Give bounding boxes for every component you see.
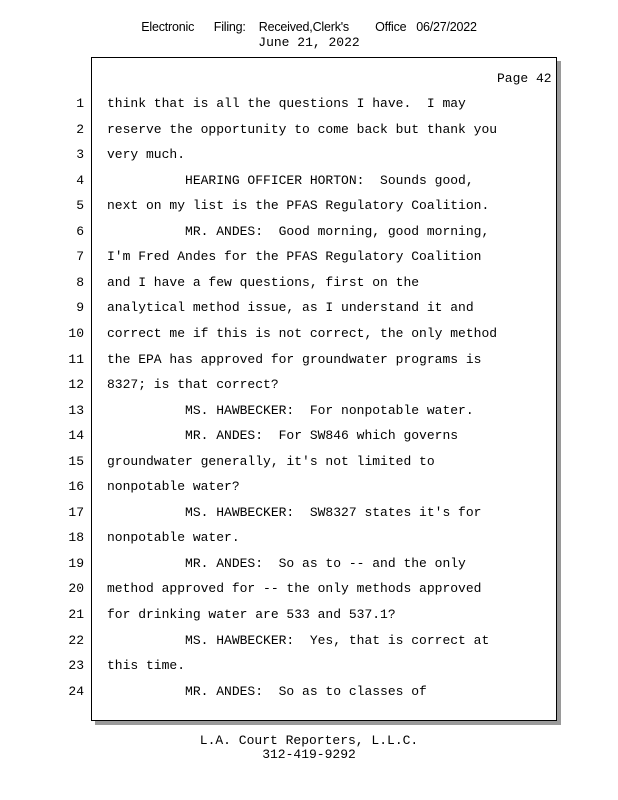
line-number: 21 — [68, 607, 84, 622]
transcript-line: nonpotable water. — [107, 530, 240, 545]
line-number: 13 — [68, 403, 84, 418]
page-number: Page 42 — [497, 71, 552, 86]
line-number: 14 — [68, 428, 84, 443]
line-number: 15 — [68, 454, 84, 469]
line-number: 17 — [68, 505, 84, 520]
line-number: 20 — [68, 581, 84, 596]
transcript-line: method approved for -- the only methods approved — [107, 581, 482, 596]
filing-stamp: Electronic Filing: Received,Clerk's Office 06/27/2022 — [141, 20, 477, 34]
line-number: 18 — [68, 530, 84, 545]
line-number: 19 — [68, 556, 84, 571]
transcript-line: next on my list is the PFAS Regulatory Coalition. — [107, 198, 490, 213]
transcript-line: MS. HAWBECKER: Yes, that is correct at — [107, 633, 490, 648]
transcript-line: HEARING OFFICER HORTON: Sounds good, — [107, 173, 474, 188]
transcript-date: June 21, 2022 — [258, 35, 360, 50]
transcript-line: the EPA has approved for groundwater programs is — [107, 352, 482, 367]
line-number: 8 — [76, 275, 84, 290]
transcript-line: very much. — [107, 147, 186, 162]
transcript-line: 8327; is that correct? — [107, 377, 279, 392]
reporter-phone: 312-419-9292 — [262, 747, 356, 762]
line-number: 5 — [76, 198, 84, 213]
transcript-line: groundwater generally, it's not limited to — [107, 454, 435, 469]
line-number: 3 — [76, 147, 84, 162]
transcript-line: analytical method issue, as I understand it and — [107, 300, 474, 315]
transcript-line: reserve the opportunity to come back but thank you — [107, 122, 498, 137]
line-number: 10 — [68, 326, 84, 341]
transcript-line: MS. HAWBECKER: For nonpotable water. — [107, 403, 474, 418]
transcript-line: correct me if this is not correct, the only method — [107, 326, 498, 341]
transcript-line: MR. ANDES: So as to -- and the only — [107, 556, 466, 571]
line-number: 7 — [76, 249, 84, 264]
line-number: 16 — [68, 479, 84, 494]
line-number: 12 — [68, 377, 84, 392]
line-number: 24 — [68, 684, 84, 699]
transcript-line: MR. ANDES: Good morning, good morning, — [107, 224, 490, 239]
line-number: 11 — [68, 352, 84, 367]
transcript-line: nonpotable water? — [107, 479, 240, 494]
line-number: 23 — [68, 658, 84, 673]
line-number: 9 — [76, 300, 84, 315]
transcript-line: MR. ANDES: For SW846 which governs — [107, 428, 459, 443]
transcript-line: this time. — [107, 658, 186, 673]
transcript-line: think that is all the questions I have. I may — [107, 96, 466, 111]
transcript-line: and I have a few questions, first on the — [107, 275, 420, 290]
transcript-line: MR. ANDES: So as to classes of — [107, 684, 427, 699]
line-number: 6 — [76, 224, 84, 239]
transcript-line: MS. HAWBECKER: SW8327 states it's for — [107, 505, 482, 520]
line-number: 22 — [68, 633, 84, 648]
reporter-name: L.A. Court Reporters, L.L.C. — [199, 733, 419, 748]
line-number: 2 — [76, 122, 84, 137]
line-number: 1 — [76, 96, 84, 111]
line-number: 4 — [76, 173, 84, 188]
transcript-line: for drinking water are 533 and 537.1? — [107, 607, 396, 622]
transcript-line: I'm Fred Andes for the PFAS Regulatory Coalition — [107, 249, 482, 264]
